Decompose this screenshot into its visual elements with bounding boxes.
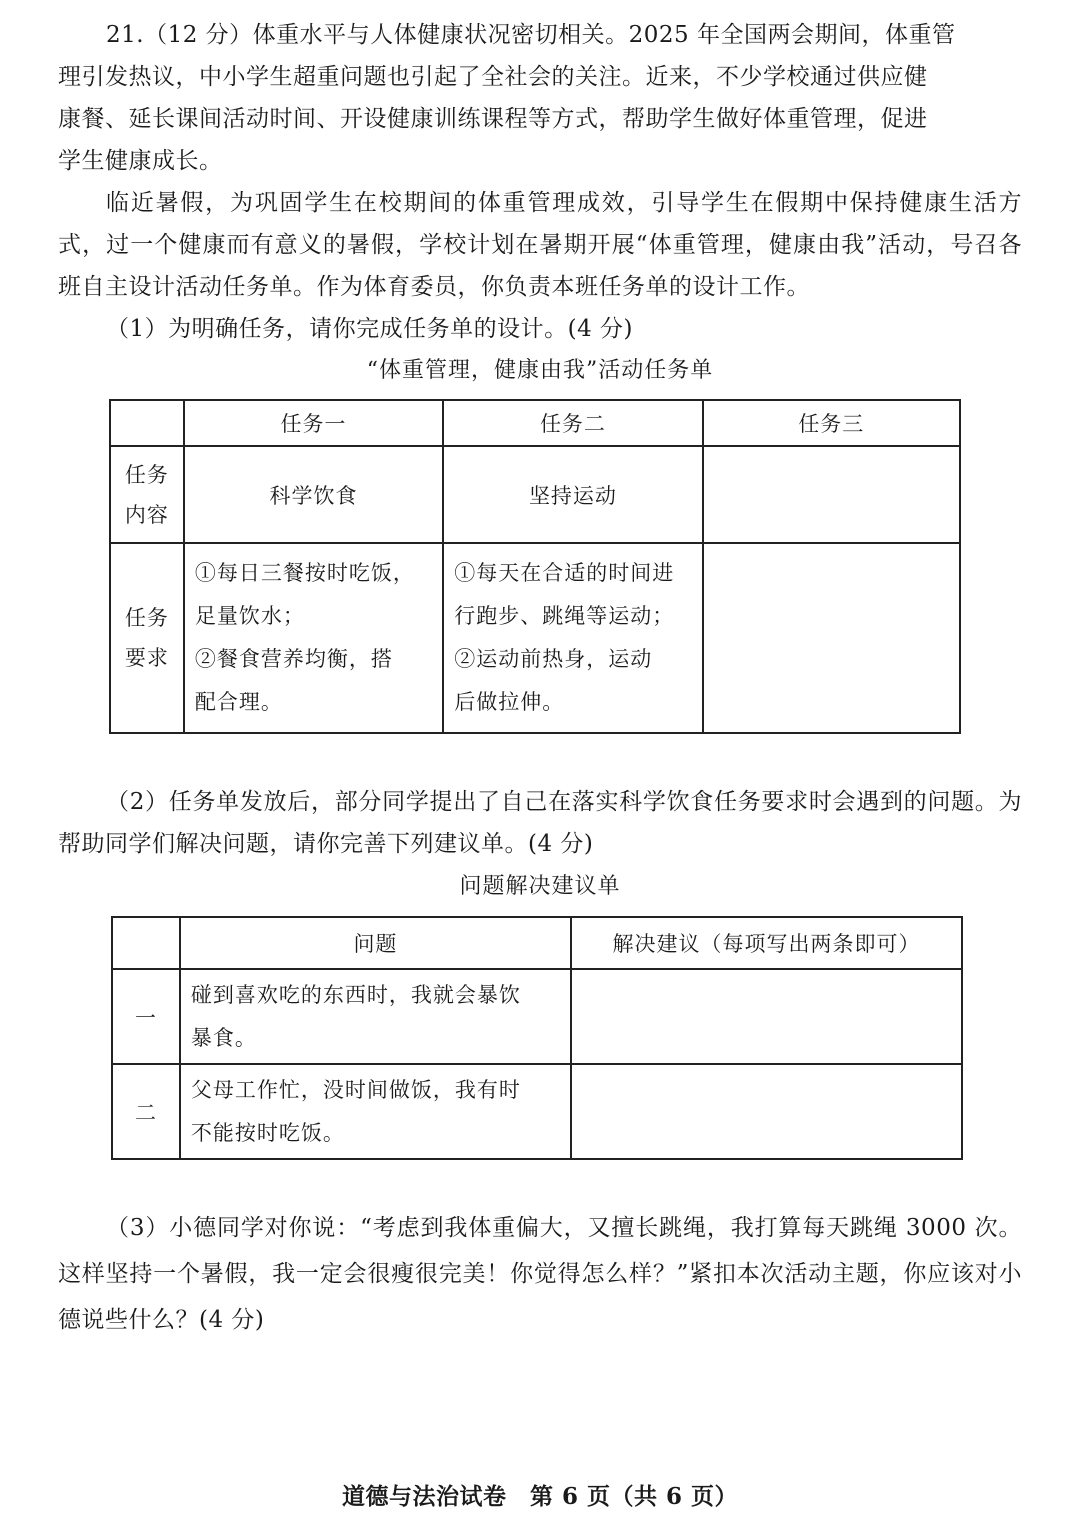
page-footer: 道德与法治试卷 第 6 页（共 6 页）: [341, 1483, 739, 1510]
part3-prompt: （3）小德同学对你说：“考虑到我体重偏大，又擅长跳绳，我打算每天跳绳 3000 次。这样坚持一个暑假，我一定会很瘦很完美！你觉得怎么样？”紧扣本次活动主题，你应该对小德说些什么？(4 分): [58, 1215, 1022, 1333]
question-number: 21.（12 分）: [106, 22, 253, 48]
task3-requirements-blank[interactable]: [703, 543, 960, 733]
suggestion-table: [111, 916, 963, 1160]
suggestion-header: 解决建议（每项写出两条即可）: [571, 917, 962, 969]
task-header-2: 任务二: [443, 400, 702, 446]
row-index-1: 一: [112, 969, 180, 1064]
task-table: [109, 399, 961, 734]
problem-2: 父母工作忙，没时间做饭，我有时 不能按时吃饭。: [180, 1064, 571, 1159]
task-table-corner: [110, 400, 184, 446]
task1-requirements: ①每日三餐按时吃饭， 足量饮水； ②餐食营养均衡，搭 配合理。: [184, 543, 443, 733]
suggestion-1-blank[interactable]: [571, 969, 962, 1064]
suggestion-table-header: [112, 917, 962, 969]
task-requirements-row: [110, 543, 960, 733]
task2-requirements: ①每天在合适的时间进 行跑步、跳绳等运动； ②运动前热身，运动 后做拉伸。: [443, 543, 702, 733]
task-requirements-label: 任务 要求: [110, 543, 184, 733]
suggestion-table-corner: [112, 917, 180, 969]
task-table-header: [110, 400, 960, 446]
intro-line-2: 理引发热议，中小学生超重问题也引起了全社会的关注。近来，不少学校通过供应健: [58, 64, 928, 90]
task-content-row: [110, 446, 960, 543]
task3-content-blank[interactable]: [703, 446, 960, 543]
intro-line-1: 体重水平与人体健康状况密切相关。2025 年全国两会期间，体重管: [252, 22, 956, 48]
task-header-3: 任务三: [703, 400, 960, 446]
row-index-2: 二: [112, 1064, 180, 1159]
question-intro: [58, 14, 1022, 182]
task2-content: 坚持运动: [443, 446, 702, 543]
task-content-label: 任务 内容: [110, 446, 184, 543]
suggestion-row-1: [112, 969, 962, 1064]
part2-prompt: （2）任务单发放后，部分同学提出了自己在落实科学饮食任务要求时会遇到的问题。为帮助同学们解决问题，请你完善下列建议单。(4 分): [58, 789, 1022, 857]
problem-1: 碰到喜欢吃的东西时，我就会暴饮 暴食。: [180, 969, 571, 1064]
problem-header: 问题: [180, 917, 571, 969]
task-header-1: 任务一: [184, 400, 443, 446]
part1-table-title: “体重管理，健康由我”活动任务单: [366, 358, 714, 383]
suggestion-2-blank[interactable]: [571, 1064, 962, 1159]
part1-prompt: （1）为明确任务，请你完成任务单的设计。(4 分): [106, 316, 634, 342]
question-context: 临近暑假，为巩固学生在校期间的体重管理成效，引导学生在假期中保持健康生活方式，过一个健康而有意义的暑假，学校计划在暑期开展“体重管理，健康由我”活动，号召各班自主设计活动任务单。作为体育委员，你负责本班任务单的设计工作。: [58, 190, 1022, 300]
suggestion-row-2: [112, 1064, 962, 1159]
task1-content: 科学饮食: [184, 446, 443, 543]
part2-table-title: 问题解决建议单: [459, 874, 621, 899]
intro-line-3: 康餐、延长课间活动时间、开设健康训练课程等方式，帮助学生做好体重管理，促进: [58, 106, 928, 132]
intro-line-4: 学生健康成长。: [58, 148, 223, 174]
